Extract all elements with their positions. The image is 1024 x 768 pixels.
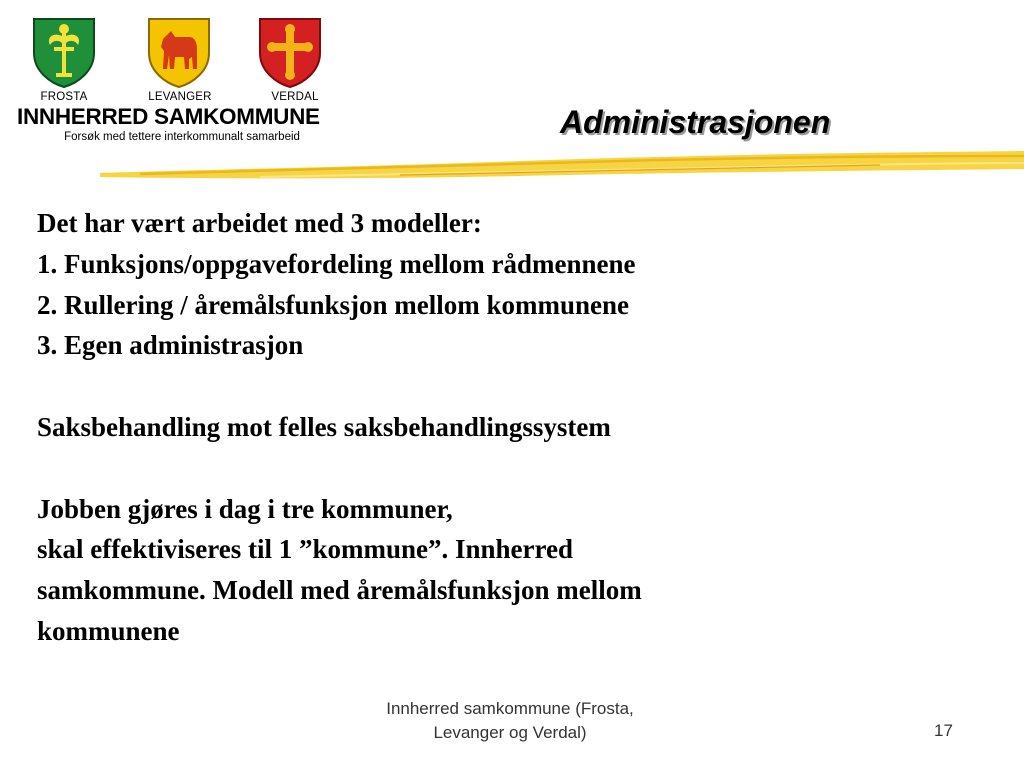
municipality-label-levanger: LEVANGER [148, 91, 212, 103]
municipality-label-verdal: VERDAL [271, 91, 319, 103]
body-line-blank [37, 448, 997, 489]
municipality-label-frosta: FROSTA [40, 91, 88, 103]
yellow-brush-stroke [100, 147, 1024, 183]
page-number: 17 [934, 721, 953, 740]
body-line: Jobben gjøres i dag i tre kommuner, [37, 493, 453, 524]
slide-title: Administrasjonen [560, 104, 831, 140]
body-line-blank [37, 366, 997, 407]
body-line: kommunene [37, 615, 180, 646]
body-line: 2. Rullering / åremålsfunksjon mellom kommunene [37, 289, 630, 320]
footer-text [340, 697, 680, 745]
body-line: Det har vært arbeidet med 3 modeller: [37, 208, 482, 238]
body-line: 1. Funksjons/oppgavefordeling mellom rådmennene [37, 248, 636, 279]
body-line: samkommune. Modell med åremålsfunksjon mellom [37, 575, 642, 606]
footer-line-2: Levanger og Verdal) [433, 723, 587, 742]
organization-tagline: Forsøk med tettere interkommunalt samarbeid [64, 131, 300, 143]
footer-line-1: Innherred samkommune (Frosta, [386, 699, 634, 718]
body-line: skal effektiviseres til 1 ”kommune”. Innherred [37, 534, 573, 565]
verdal-coat-of-arms-icon [258, 17, 322, 89]
organization-name: INNHERRED SAMKOMMUNE [17, 104, 320, 129]
frosta-coat-of-arms-icon [32, 17, 96, 89]
slide-body [37, 203, 997, 652]
body-line: Saksbehandling mot felles saksbehandlingssystem [37, 411, 611, 442]
levanger-coat-of-arms-icon [147, 17, 211, 89]
body-line: 3. Egen administrasjon [37, 330, 304, 361]
